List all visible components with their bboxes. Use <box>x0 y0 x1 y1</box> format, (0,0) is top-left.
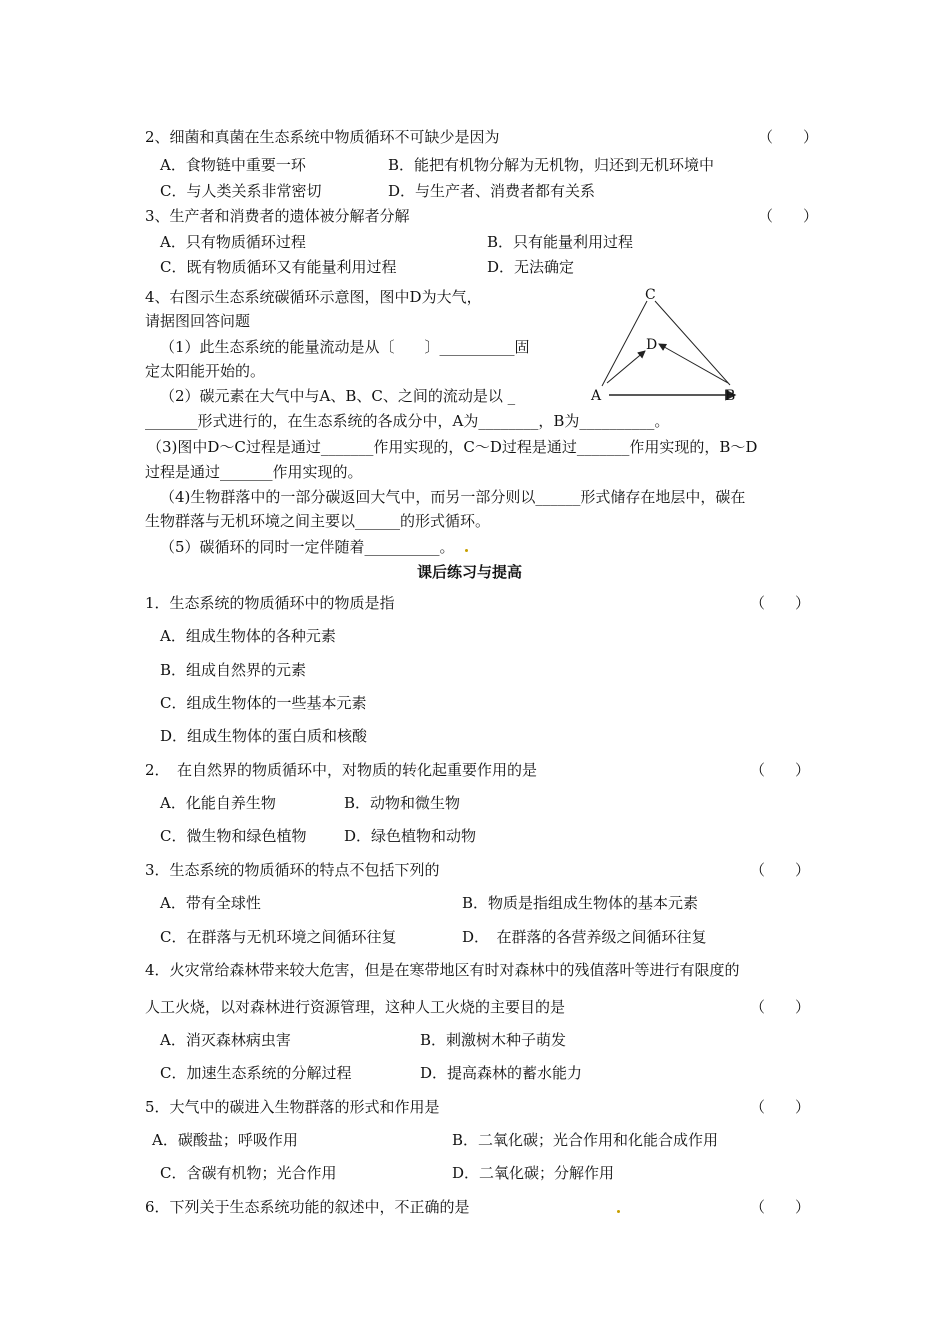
stray-dot <box>617 1210 620 1213</box>
q4-part2-line1: （2）碳元素在大气中与A、B、C、之间的流动是以 _ <box>160 387 516 405</box>
q2-answer-paren[interactable]: （ ） <box>758 128 819 146</box>
ex4-stem-line1: 4．火灾常给森林带来较大危害，但是在寒带地区有时对森林中的残值落叶等进行有限度的 <box>145 961 740 979</box>
node-b-label: B <box>725 388 736 404</box>
q4-part5: （5）碳循环的同时一定伴随着__________。 <box>160 538 455 556</box>
ex2-option-a: A．化能自养生物 <box>160 794 276 812</box>
carbon-cycle-diagram <box>585 283 755 413</box>
ex2-option-b: B．动物和微生物 <box>344 794 461 812</box>
arrow-c-to-a <box>602 301 647 386</box>
ex6-answer-paren[interactable]: （ ） <box>750 1198 811 1216</box>
node-d-label: D <box>646 337 658 353</box>
ex1-option-d: D．组成生物体的蛋白质和核酸 <box>160 727 368 745</box>
q2-option-a: A．食物链中重要一环 <box>160 156 306 174</box>
q4-part2-line2: _______形式进行的，在生态系统的各成分中，A为________，B为__________。 <box>145 412 670 430</box>
q3-stem: 3、生产者和消费者的遗体被分解者分解 <box>145 207 410 225</box>
q3-option-d: D．无法确定 <box>487 258 575 276</box>
q2-option-c: C．与人类关系非常密切 <box>160 182 322 200</box>
q2-option-d: D．与生产者、消费者都有关系 <box>388 182 596 200</box>
q4-stem-line2: 请据图回答问题 <box>145 312 251 330</box>
q4-part3-line1: （3)图中D～C过程是通过_______作用实现的，C～D过程是通过_______作用实现的，B～D <box>147 438 758 456</box>
q4-part4-line2: 生物群落与无机环境之间主要以______的形式循环。 <box>145 512 491 530</box>
q4-part4-line1: （4)生物群落中的一部分碳返回大气中，而另一部分则以______形式储存在地层中，碳在 <box>160 488 746 506</box>
ex2-answer-paren[interactable]: （ ） <box>750 761 811 779</box>
ex4-answer-paren[interactable]: （ ） <box>750 998 811 1016</box>
ex2-option-c: C．微生物和绿色植物 <box>160 827 307 845</box>
ex2-option-d: D．绿色植物和动物 <box>344 827 477 845</box>
q4-stem-line1: 4、右图示生态系统碳循环示意图，图中D为大气， <box>145 288 482 306</box>
ex5-answer-paren[interactable]: （ ） <box>750 1098 811 1116</box>
q4-part3-line2: 过程是通过_______作用实现的。 <box>145 463 363 481</box>
q4-part1-line1: （1）此生态系统的能量流动是从〔 〕__________固 <box>160 338 530 356</box>
ex3-option-c: C．在群落与无机环境之间循环往复 <box>160 928 397 946</box>
ex5-option-d: D．二氧化碳；分解作用 <box>452 1164 615 1182</box>
ex3-option-b: B．物质是指组成生物体的基本元素 <box>462 894 699 912</box>
ex4-option-b: B．刺激树木种子萌发 <box>420 1031 567 1049</box>
arrow-a-to-d <box>607 351 645 383</box>
ex5-option-b: B．二氧化碳；光合作用和化能合成作用 <box>452 1131 719 1149</box>
ex4-stem-line2: 人工火烧，以对森林进行资源管理，这种人工火烧的主要目的是 <box>145 998 566 1016</box>
q3-option-c: C．既有物质循环又有能量利用过程 <box>160 258 397 276</box>
ex4-option-a: A．消灭森林病虫害 <box>160 1031 291 1049</box>
q2-option-b: B．能把有机物分解为无机物，归还到无机环境中 <box>388 156 715 174</box>
ex1-option-a: A．组成生物体的各种元素 <box>160 627 336 645</box>
ex1-option-b: B．组成自然界的元素 <box>160 661 307 679</box>
ex3-stem: 3．生态系统的物质循环的特点不包括下列的 <box>145 861 440 879</box>
ex3-option-a: A．带有全球性 <box>160 894 261 912</box>
q3-option-b: B．只有能量利用过程 <box>487 233 634 251</box>
ex1-stem: 1．生态系统的物质循环中的物质是指 <box>145 594 395 612</box>
arrow-b-to-d <box>659 344 728 383</box>
ex3-answer-paren[interactable]: （ ） <box>750 861 811 879</box>
ex2-stem: 2． 在自然界的物质循环中，对物质的转化起重要作用的是 <box>145 761 538 779</box>
ex5-stem: 5．大气中的碳进入生物群落的形式和作用是 <box>145 1098 440 1116</box>
stray-dot <box>465 549 468 552</box>
arrow-c-to-b <box>655 301 730 385</box>
ex1-answer-paren[interactable]: （ ） <box>750 594 811 612</box>
q3-answer-paren[interactable]: （ ） <box>758 207 819 225</box>
ex4-option-d: D．提高森林的蓄水能力 <box>420 1064 583 1082</box>
q3-option-a: A．只有物质循环过程 <box>160 233 306 251</box>
q2-stem: 2、细菌和真菌在生态系统中物质循环不可缺少是因为 <box>145 128 500 146</box>
node-c-label: C <box>645 287 656 303</box>
ex5-option-c: C．含碳有机物；光合作用 <box>160 1164 337 1182</box>
ex1-option-c: C．组成生物体的一些基本元素 <box>160 694 367 712</box>
q4-part1-line2: 定太阳能开始的。 <box>145 362 266 380</box>
section-title: 课后练习与提高 <box>417 563 523 581</box>
ex5-option-a: A．碳酸盐；呼吸作用 <box>152 1131 298 1149</box>
ex3-option-d: D． 在群落的各营养级之间循环往复 <box>462 928 707 946</box>
node-a-label: A <box>591 388 602 404</box>
ex6-stem: 6．下列关于生态系统功能的叙述中，不正确的是 <box>145 1198 470 1216</box>
ex4-option-c: C．加速生态系统的分解过程 <box>160 1064 352 1082</box>
